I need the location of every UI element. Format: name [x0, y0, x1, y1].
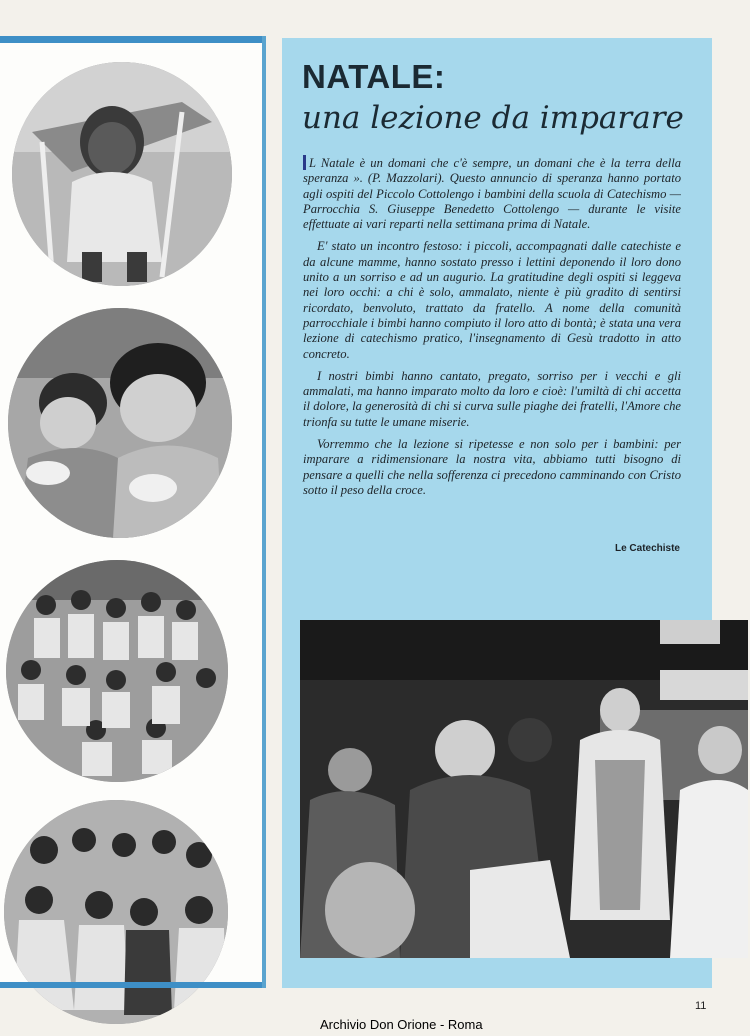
article-paragraph: Vorremmo che la lezione si ripetesse e non solo per i bambini: per imparare a ridimensionare la nostra vita, abbiamo tutti bisogno di pensare a quelli che nella sofferenza ci precedono camminando con Cristo sotto il peso della croce.	[303, 437, 681, 497]
toddler-in-chair-photo	[12, 62, 232, 286]
visit-ward-photo	[300, 620, 748, 958]
bottom-rule	[0, 982, 262, 988]
group-of-girls-photo	[4, 800, 228, 1024]
top-rule	[0, 36, 262, 43]
headline-title: NATALE:	[302, 58, 446, 95]
drop-cap-mark	[303, 155, 306, 170]
article-paragraph: L Natale è un domani che c'è sempre, un domani che è la terra della speranza ». (P. Mazzolari). Questo annuncio di speranza hanno portato agli ospiti del Piccolo Cottolengo i bambini della scuola di Catechismo — Parrocchia S. Giuseppe Benedetto Cottolengo — durante le visite effettuate ai vari reparti nella settimana prima di Natale.	[303, 156, 681, 232]
article-body	[303, 155, 681, 505]
article-signature: Le Catechiste	[614, 543, 680, 554]
headline-subtitle: una lezione da imparare	[302, 100, 684, 136]
article-paragraph: E' stato un incontro festoso: i piccoli, accompagnati dalle catechiste e da alcune mamme, hanno sostato presso i lettini deponendo il loro dono unito a un sorriso e ad un augurio. La gratitudine degli ospiti si leggeva nei loro occhi: a chi è solo, ammalato, niente è più gradito di sentirsi ricordato, benvoluto, trattato da fratello. A nome della comunità parrocchiale i bimbi hanno compiuto il loro atto di bontà; è stata una vera lezione di catechismo pratico, l'insegnamento di Gesù tradotto in atto concreto.	[303, 239, 681, 361]
children-eating-photo	[8, 308, 232, 538]
archive-caption: Archivio Don Orione - Roma	[314, 1017, 489, 1032]
photo-column	[0, 36, 266, 988]
group-of-boys-photo	[6, 560, 228, 782]
article-paragraph: I nostri bimbi hanno cantato, pregato, sorriso per i vecchi e gli ammalati, ma hanno imparato molto da loro e cioè: l'umiltà di chi accetta il dolore, la generosità di chi si curva sulle piaghe dei fratelli, l'Amore che trionfa su tutte le umane miserie.	[303, 368, 681, 429]
page-number: 11	[695, 1000, 707, 1012]
